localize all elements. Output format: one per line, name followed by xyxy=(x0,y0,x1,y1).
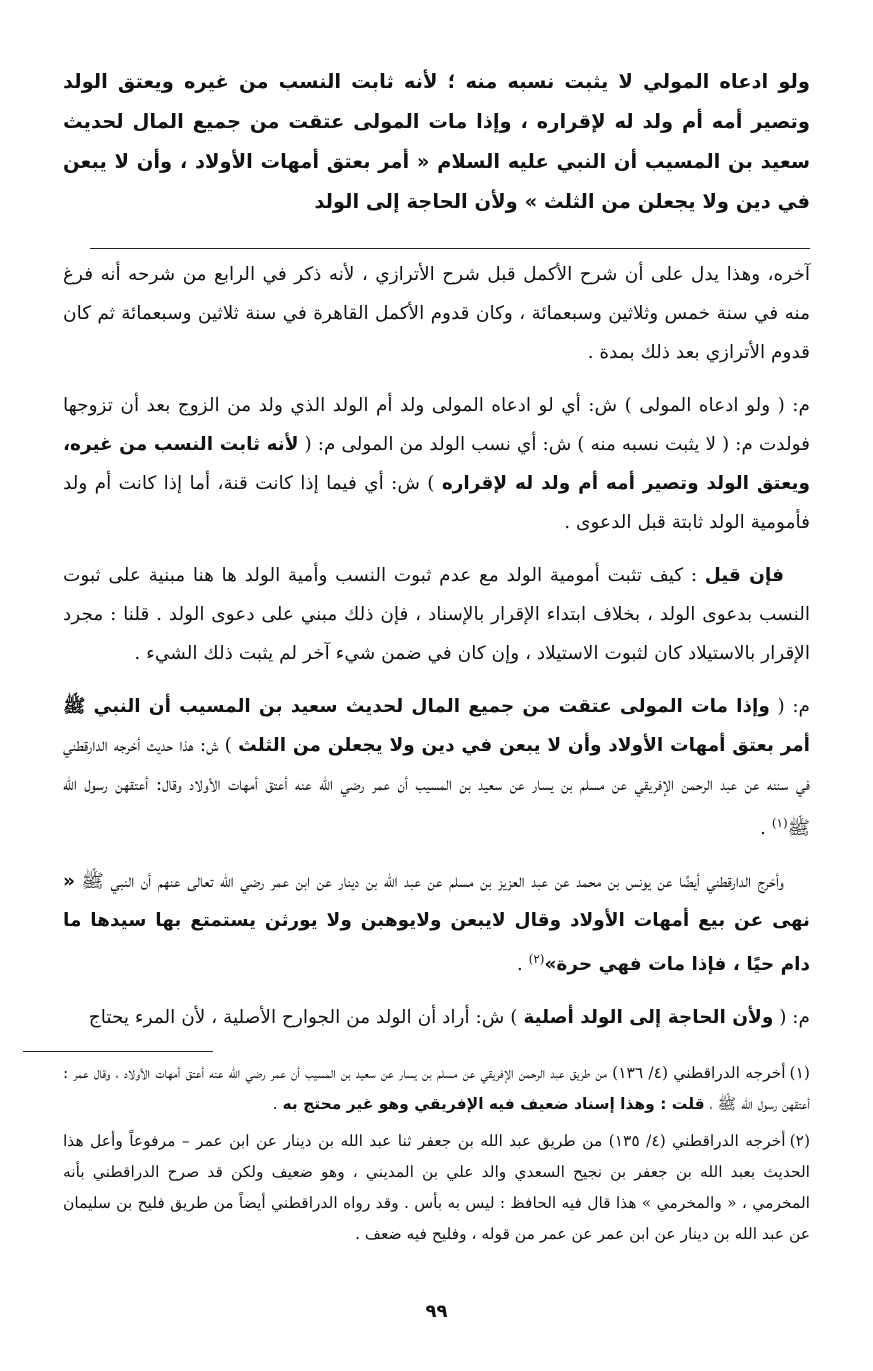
p4-quoted-matn: وإذا مات المولى عتقت من جميع المال لحديث سعيد بن المسيب أن النبي ﷺ أمر بعتق أمهات الأولاد وأن لا يبعن في دين ولا يجعلن من الثلث xyxy=(63,696,810,756)
footnote-2-number: (٢) xyxy=(789,1132,811,1151)
p4-text-d: . xyxy=(760,818,772,840)
commentary-paragraph-4 xyxy=(63,687,810,848)
p3-text: : كيف تثبت أمومية الولد مع عدم ثبوت النسب وأمية الولد ها هنا مبنية على ثبوت النسب بدعوى الولد ، بخلاف ابتداء الإقرار بالإسناد ، فإن ذلك مبني على دعوى الولد . قلنا : مجرد الإقرار بالاستيلاد كان لثبوت الاستيلاد ، وإن كان في ضمن شيء آخر لم يثبت ذلك الشيء . xyxy=(63,565,810,664)
p6-text-c: ) ش: أراد أن الولد من الجوارح الأصلية ، لأن المرء يحتاج xyxy=(88,1007,524,1029)
page-number: ٩٩ xyxy=(425,1301,448,1322)
p5-text-a: وأخرج الدارقطني أيضًا عن يونس بن محمد عن عبد العزيز بن مسلم عن عبد الله بن دينار عن ابن عمر رضي الله تعالى عنهم أن النبي ﷺ xyxy=(74,871,784,893)
matn-text: ولو ادعاه المولي لا يثبت نسبه منه ؛ لأنه ثابت النسب من غيره ويعتق الولد وتصير أمه أم ولد له لإقراره ، وإذا مات المولى عتقت من جميع المال لحديث سعيد بن المسيب أن النبي عليه السلام « أمر بعتق أمهات الأولاد ، وأن لا يبعن في دين ولا يجعلن من الثلث » ولأن الحاجة إلى الولد xyxy=(63,70,810,213)
commentary-paragraph-6 xyxy=(63,998,810,1037)
commentary-paragraph-1: آخره، وهذا يدل على أن شرح الأكمل قبل شرح الأترازي ، لأنه ذكر في الرابع من شرحه أنه فرغ منه في سنة خمس وثلاثين وسبعمائة ، وكان قدوم الأكمل القاهرة في سنة ثلاثين وسبعمائة ثم كان قدوم الأترازي بعد ذلك بمدة . xyxy=(63,264,810,363)
footnote-2 xyxy=(63,1126,810,1250)
footnote-1-text-c: . xyxy=(272,1095,283,1114)
p6-quoted-matn: ولأن الحاجة إلى الولد أصلية xyxy=(523,1007,774,1029)
footnote-ref-1[interactable]: (١) xyxy=(771,816,788,830)
commentary-paragraph-3 xyxy=(63,556,810,673)
footnote-ref-2[interactable]: (٢) xyxy=(528,952,545,967)
p2-text-c: ) ش: أي فيما إذا كانت قنة، أما إذا كانت أم ولد فأمومية الولد ثابتة قبل الدعوى . xyxy=(63,473,810,533)
p5-text-d: . xyxy=(516,954,529,976)
commentary xyxy=(63,255,810,1037)
p2-quoted-matn: لأنه ثابت النسب من غيره، ويعتق الولد وتصير أمه أم ولد له لإقراره xyxy=(63,434,810,494)
p2-text-a: م: ( ولو ادعاه المولى ) ش: أي لو ادعاه المولى ولد أم الولد الذي ولد من الزوج بعد أن تزوجها فولدت م: ( لا يثبت نسبه منه ) ش: أي نسب الولد من المولى م: ( xyxy=(63,395,810,455)
p4-text-c: ) ش: هذا حديث أخرجه الدارقطني في سننه عن عبد الرحمن الإفريقي عن مسلم بن يسار عن سعيد بن المسيب أن عمر رضي الله عنه أعتق أمهات الأولاد وقال: أعتقهن رسول الله ﷺ xyxy=(63,735,810,840)
footnote-1-number: (١) xyxy=(789,1064,810,1083)
footnote-2-text: أخرجه الدراقطني (٤/ ١٣٥) من طريق عبد الله بن جعفر ثنا عبد الله بن دينار عن ابن عمر – مرفوعاً وأعل هذا الحديث بعبد الله بن جعفر بن نجيح السعدي والد علي بن المديني ، وهو ضعيف ولكن قد صرح الدراقطني بأنه المخرمي ، « والمخرمي » هذا قال فيه الحافظ : ليس به بأس . وقد رواه الدراقطني أيضاً من طريق فليح بن سليمان عن عبد الله بن دينار عن ابن عمر عن عمر من قوله ، وفليح فيه ضعف . xyxy=(63,1132,810,1244)
commentary-paragraph-2 xyxy=(63,386,810,542)
footnotes xyxy=(63,1058,810,1250)
p3-lead: فإن قيل xyxy=(704,565,784,586)
p6-text-a: م: ( xyxy=(773,1007,810,1029)
p4-text-a: م: ( xyxy=(769,696,811,717)
footnote-divider xyxy=(23,1051,213,1052)
footnote-1 xyxy=(63,1058,810,1120)
commentary-paragraph-5 xyxy=(63,862,810,984)
p5-hadith-text: « نهى عن بيع أمهات الأولاد وقال لايبعن ولايوهبن ولا يورثن يستمتع بها سيدها ما دام حيًا ، فإذا مات فهي حرة» xyxy=(63,871,810,976)
matn-divider xyxy=(90,248,810,249)
footnote-1-verdict: قلت : وهذا إسناد ضعيف فيه الإفريقي وهو غير محتج به xyxy=(282,1095,705,1114)
footnote-1-text-a: أخرجه الدراقطني (٤/ ١٣٦) من طريق عبد الرحمن الإفريقي عن مسلم بن يسار عن سعيد بن المسيب أن عمر رضي الله عنه أعتق أمهات الأولاد ، وقال عمر : أعتقهن رسول الله ﷺ ، xyxy=(63,1064,810,1114)
